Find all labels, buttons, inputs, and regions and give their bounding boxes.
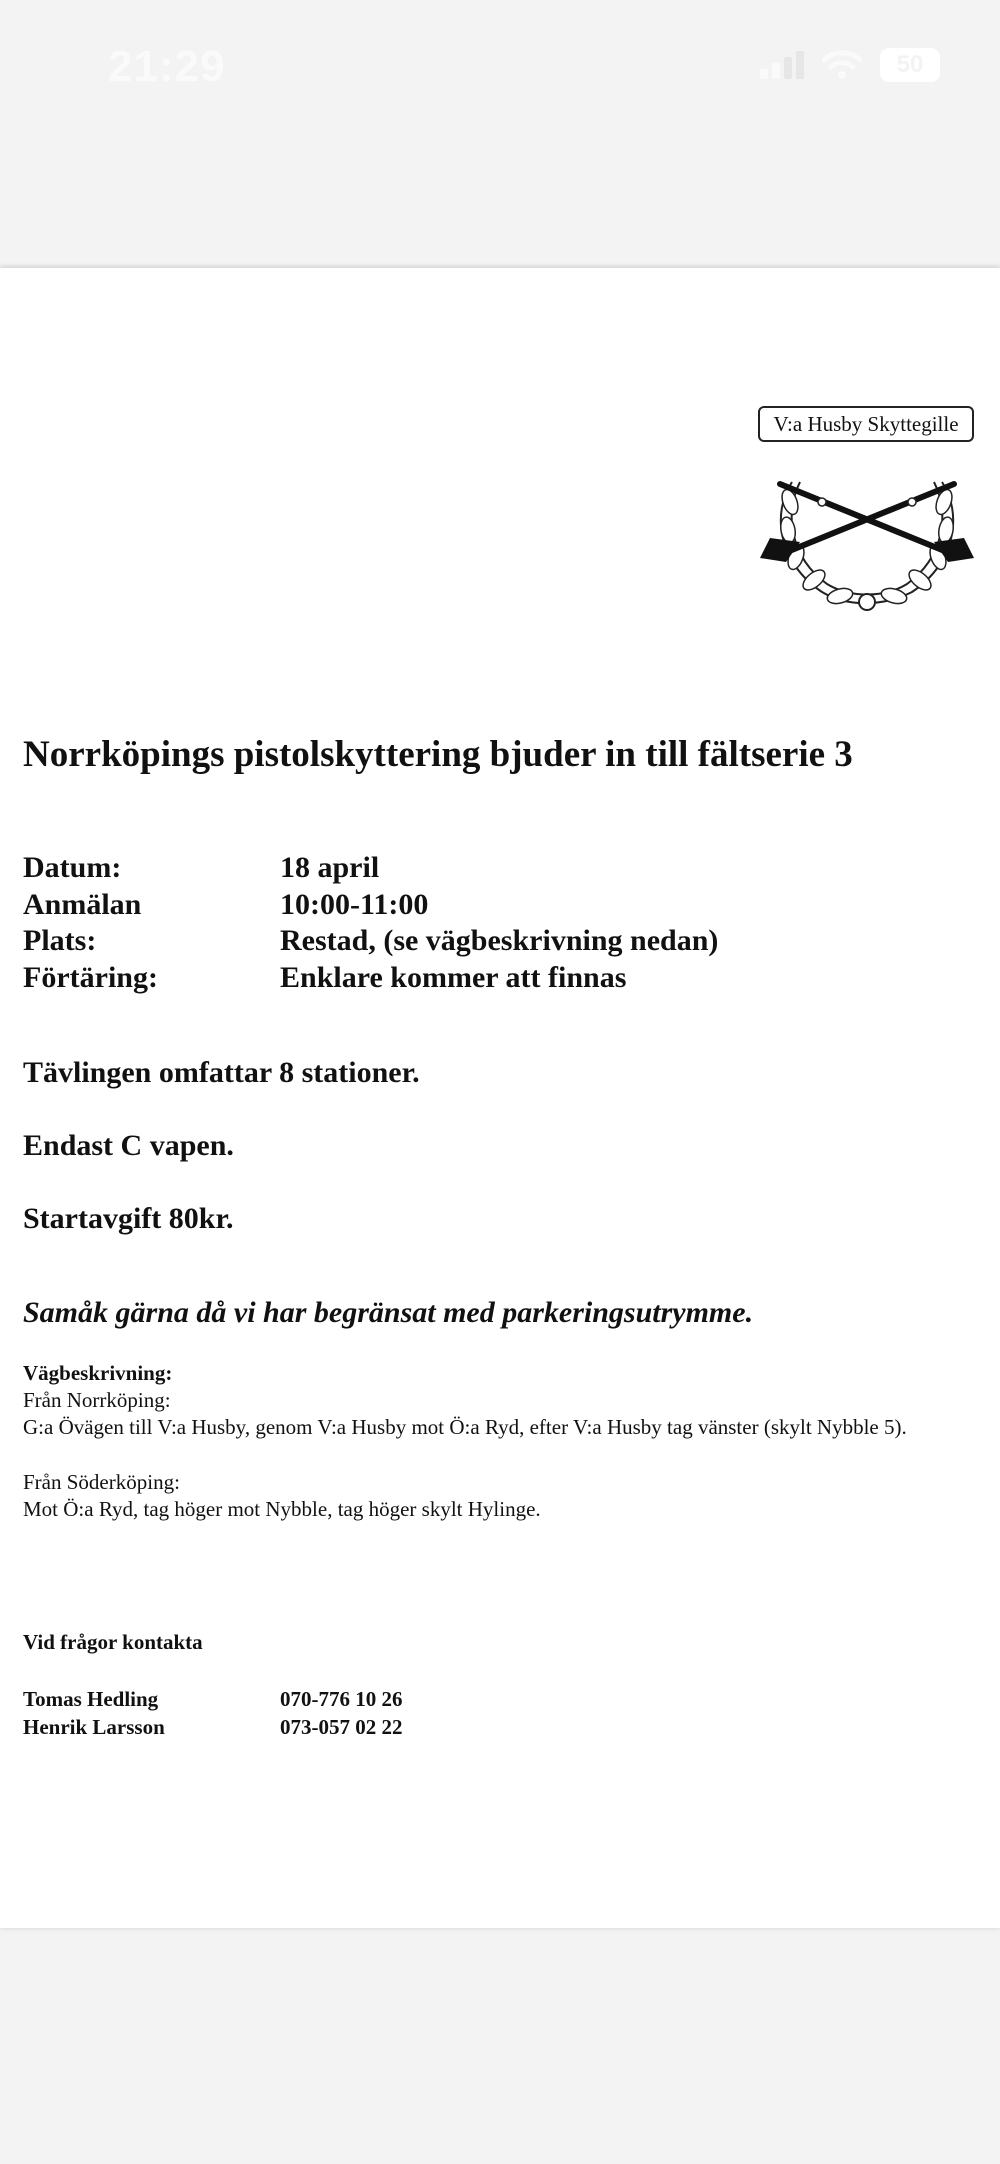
directions-section: [23, 1360, 943, 1523]
info-row-registration: [23, 887, 718, 924]
stations-text: Tävlingen omfattar 8 stationer.: [23, 1056, 420, 1089]
contact-row: [23, 1713, 403, 1741]
crossed-rifles-wreath-icon: [752, 442, 984, 618]
info-row-date: [23, 850, 718, 887]
page-title: Norrköpings pistolskyttering bjuder in till fältserie 3: [23, 734, 853, 775]
info-value: Restad, (se vägbeskrivning nedan): [280, 924, 719, 957]
contact-name: Tomas Hedling: [23, 1687, 159, 1711]
status-time: 21:29: [108, 42, 226, 91]
status-bar: [0, 0, 1000, 130]
fee-text: Startavgift 80kr.: [23, 1202, 234, 1235]
status-icons: [760, 48, 940, 82]
from-norrkoping-text: G:a Övägen till V:a Husby, genom V:a Husby mot Ö:a Ryd, efter V:a Husby tag vänster (skylt Nybble 5).: [23, 1415, 907, 1439]
info-value: 10:00-11:00: [280, 887, 429, 921]
signal-icon: [760, 51, 804, 79]
info-value: 18 april: [280, 851, 380, 884]
contact-phone[interactable]: 070-776 10 26: [280, 1687, 403, 1711]
from-soderkoping-label: Från Söderköping:: [23, 1470, 180, 1494]
contact-phone[interactable]: 073-057 02 22: [280, 1715, 403, 1739]
info-row-refreshments: [23, 960, 718, 997]
club-logo: [752, 406, 984, 618]
directions-heading: Vägbeskrivning:: [23, 1361, 173, 1385]
info-label: Anmälan: [23, 887, 142, 921]
contact-row: [23, 1685, 403, 1713]
weapons-text: Endast C vapen.: [23, 1129, 234, 1162]
info-label: Datum:: [23, 851, 122, 884]
logo-banner: V:a Husby Skyttegille: [758, 406, 974, 442]
info-label: Plats:: [23, 924, 97, 957]
contact-list: [23, 1685, 403, 1741]
event-info: [23, 850, 718, 996]
carpool-note: Samåk gärna då vi har begränsat med parkeringsutrymme.: [23, 1296, 754, 1329]
info-label: Förtäring:: [23, 960, 158, 994]
from-norrkoping-label: Från Norrköping:: [23, 1388, 171, 1412]
info-row-location: [23, 923, 718, 960]
contact-heading: Vid frågor kontakta: [23, 1630, 203, 1654]
info-value: Enklare kommer att finnas: [280, 960, 627, 994]
battery-icon: 50: [880, 48, 940, 82]
from-soderkoping-text: Mot Ö:a Ryd, tag höger mot Nybble, tag höger skylt Hylinge.: [23, 1497, 541, 1521]
document-page: [0, 268, 1000, 1928]
wifi-icon: [822, 50, 862, 80]
contact-name: Henrik Larsson: [23, 1715, 165, 1739]
